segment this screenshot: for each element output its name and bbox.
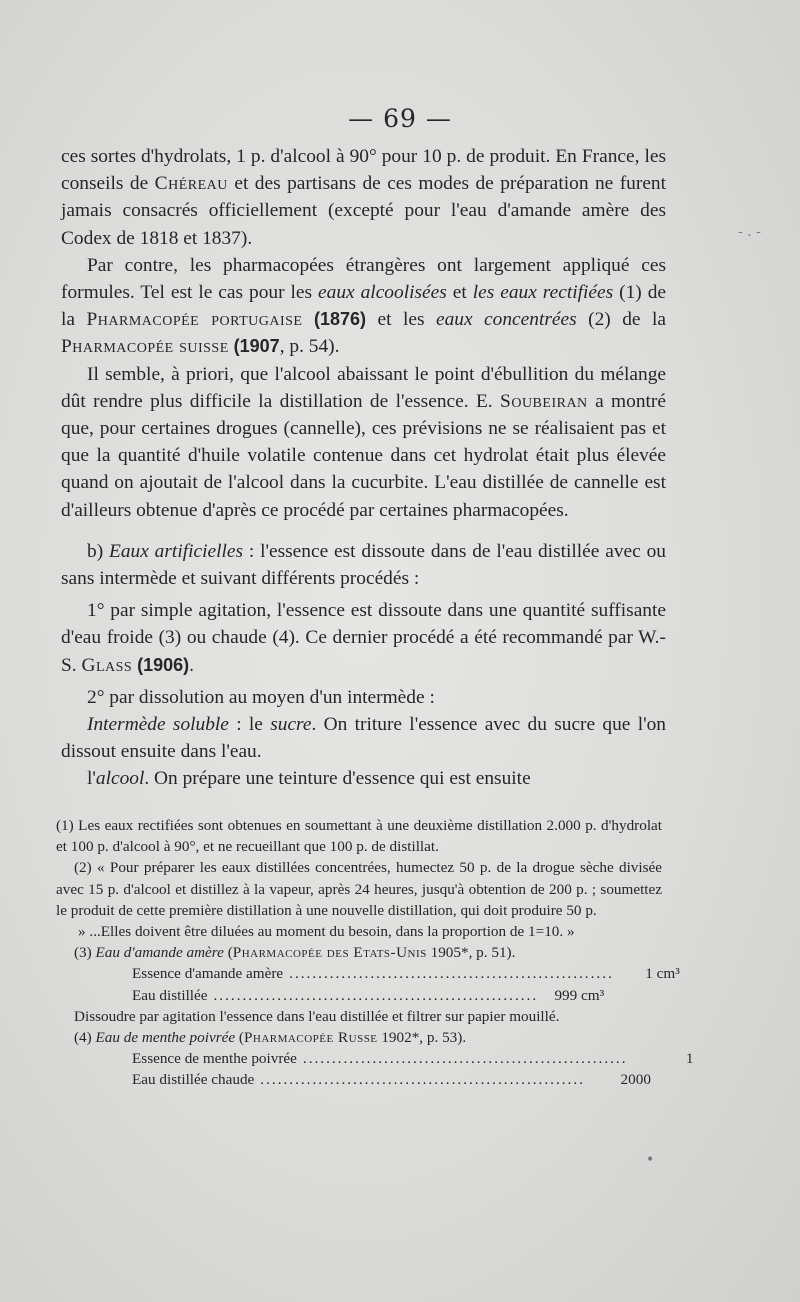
paragraph-1: ces sortes d'hydrolats, 1 p. d'alcool à 90° pour 10 p. de produit. En France, les conseils de Chéreau et des partisans de ces modes de préparation ne furent jamais consacrés officiellement (excepté pour l'eau d'amande amère des Codex de 1818 et 1837). xyxy=(61,146,667,249)
recipe-row: Eau distillée chaude ........................................................ 2000 xyxy=(132,1071,651,1089)
main-text xyxy=(61,143,666,793)
author-name: Chéreau xyxy=(154,173,228,195)
paragraph-6: 2° par dissolution au moyen d'un intermède : xyxy=(87,686,435,708)
margin-mark: • xyxy=(646,1152,655,1168)
recipe-row: Essence d'amande amère ........................................................ 1 cm³ xyxy=(132,965,680,983)
paragraph-4: b) Eaux artificielles : l'essence est dissoute dans de l'eau distillée avec ou sans intermède et suivant différents procédés : xyxy=(61,540,666,590)
footnote-1: (1) Les eaux rectifiées sont obtenues en soumettant à une deuxième distillation 2.000 p. d'hydrolat et 100 p. d'alcool à 90°, et ne recueillant que 100 p. de distillat. xyxy=(56,817,662,856)
author-name: Glass xyxy=(81,654,133,676)
footnote-2-cont: » ...Elles doivent être diluées au moment du besoin, dans la proportion de 1=10. » xyxy=(78,923,575,941)
footnote-3-instructions: Dissoudre par agitation l'essence dans l'eau distillée et filtrer sur papier mouillé. xyxy=(74,1007,560,1025)
recipe-row: Eau distillée ........................................................ 999 cm³ xyxy=(132,986,605,1004)
footnote-4: (4) Eau de menthe poivrée (Pharmacopée Russe 1902*, p. 53). xyxy=(74,1029,467,1047)
recipe-row: Essence de menthe poivrée ........................................................ 1 xyxy=(132,1050,694,1068)
paragraph-5: 1° par simple agitation, l'essence est dissoute dans une quantité suffisante d'eau froide (3) ou chaude (4). Ce dernier procédé a été recommandé par W.-S. Glass (1906). xyxy=(61,600,666,676)
page-number: — 69 — xyxy=(348,104,452,133)
paragraph-7: Intermède soluble : le sucre. On triture l'essence avec du sucre que l'on dissout ensuite dans l'eau. xyxy=(61,714,666,763)
paragraph-2: Par contre, les pharmacopées étrangères ont largement appliqué ces formules. Tel est le cas pour les eaux alcoolisées et les eaux rectifiées (1) de la Pharmacopée portugaise (1876) et les eaux concentrées (2) de la Pharmacopée suisse (1907, p. 54). xyxy=(61,254,666,358)
paragraph-3: Il semble, à priori, que l'alcool abaissant le point d'ébullition du mélange dût rendre plus difficile la distillation de l'essence. E. Soubeiran a montré que, pour certaines drogues (cannelle), ces prévisions ne se réalisaient pas et que la quantité d'huile volatile contenue dans cet hydrolat était plus élevée quand on ajoutait de l'alcool dans la cucurbite. L'eau distillée de cannelle est d'ailleurs obtenue d'après ce procédé par certaines pharmacopées. xyxy=(61,363,666,521)
footnote-3: (3) Eau d'amande amère (Pharmacopée des Etats-Unis 1905*, p. 51). xyxy=(74,944,516,962)
margin-mark: - . - xyxy=(738,224,761,240)
paragraph-8: l'alcool. On prépare une teinture d'essence qui est ensuite xyxy=(87,768,531,790)
footnotes xyxy=(56,815,694,1091)
author-name: Soubeiran xyxy=(500,390,588,412)
footnote-2: (2) « Pour préparer les eaux distillées concentrées, humectez 50 p. de la drogue sèche divisée avec 15 p. d'alcool et distillez à la vapeur, après 24 heures, jusqu'à obtention de 200 p. ; soumettez le produit de cette première distillation à une nouvelle distillation, qui doit produire 50 p. xyxy=(56,859,662,919)
